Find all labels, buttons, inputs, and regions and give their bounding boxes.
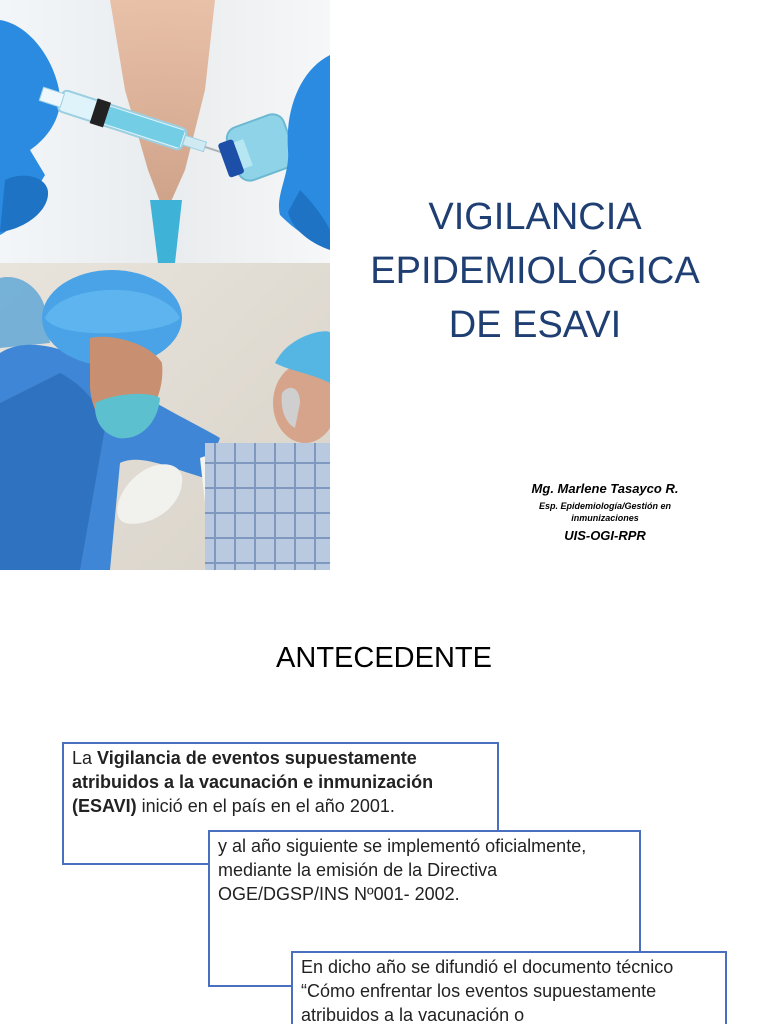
author-name: Mg. Marlene Tasayco R. [531,481,679,496]
nurse-vaccinating-patient-photo [0,263,330,570]
title-line-3: DE ESAVI [448,304,622,346]
box2-text: y al año siguiente se implementó oficialmente, mediante la emisión de la Directiva OGE/DGSP/INS Nº001- 2002. [218,836,587,904]
box1-suffix: inició en el país en el año 2001. [136,796,395,816]
slide-antecedente [0,575,768,1024]
box1-bold-text: Vigilancia de eventos supuestamente atribuidos a la vacunación e inmunización (ESAVI) [72,748,434,816]
author-specialty-line-1: Esp. Epidemiología/Gestión en [538,501,672,511]
author-specialty-line-2: inmunizaciones [571,513,639,523]
syringe-vial-photo [0,0,330,263]
box3-text: En dicho año se difundió el documento técnico “Cómo enfrentar los eventos supuestamente atribuidos a la vacunación o [301,957,674,1024]
title-line-1: VIGILANCIA [428,196,642,238]
author-organization: UIS-OGI-RPR [564,528,646,543]
cover-title [335,190,735,352]
slide-heading: ANTECEDENTE [276,642,492,674]
title-line-2: EPIDEMIOLÓGICA [370,250,700,292]
author-block [480,480,730,545]
text-box-3 [291,951,727,1024]
box1-prefix: La [72,748,98,768]
